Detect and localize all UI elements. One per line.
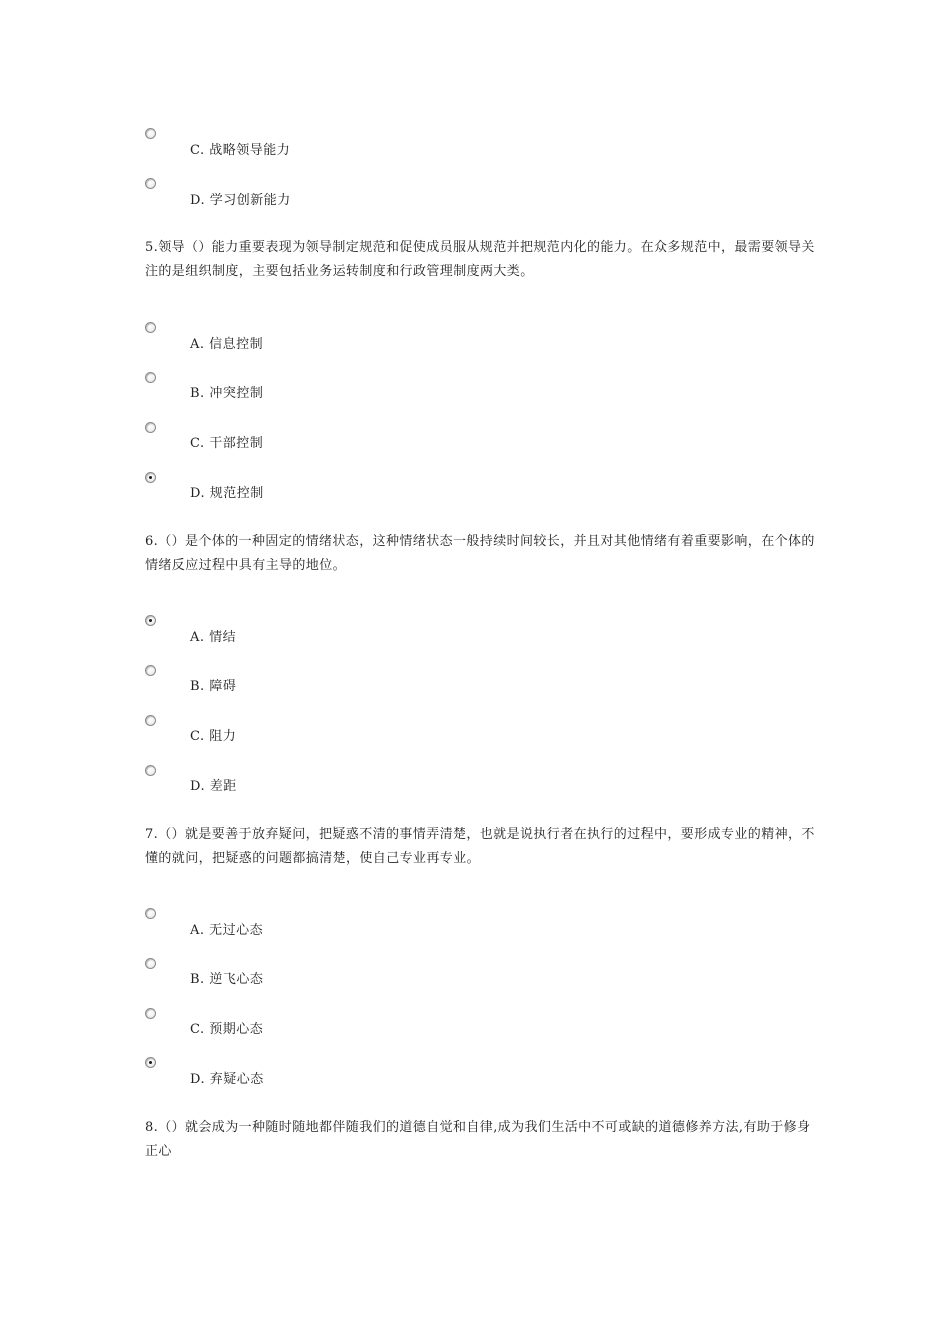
q5-option-b-label: B. 冲突控制 [190,386,264,401]
q5-option-d-label: D. 规范控制 [190,486,264,501]
q4-option-c-label: C. 战略领导能力 [190,143,291,158]
q6-option-d-radio[interactable] [145,765,156,776]
q7-option-b-radio[interactable] [145,958,156,969]
q7-option-b-label: B. 逆飞心态 [190,972,264,987]
q5-option-b-radio[interactable] [145,372,156,383]
question-5-text: 5.领导（）能力重要表现为领导制定规范和促使成员服从规范并把规范内化的能力。在众多规范中，最需要领导关注的是组织制度，主要包括业务运转制度和行政管理制度两大类。 [145,240,815,279]
question-8-text: 8.（）就会成为一种随时随地都伴随我们的道德自觉和自律,成为我们生活中不可或缺的道德修养方法,有助于修身正心 [145,1120,811,1159]
q4-option-d-label: D. 学习创新能力 [190,193,291,208]
q7-option-d-radio[interactable] [145,1057,156,1068]
question-7-text: 7.（）就是要善于放弃疑问，把疑惑不清的事情弄清楚，也就是说执行者在执行的过程中，要形成专业的精神，不懂的就问，把疑惑的问题都搞清楚，使自己专业再专业。 [145,827,815,866]
q4-option-c-radio[interactable] [145,128,156,139]
q5-option-c-radio[interactable] [145,422,156,433]
q7-option-a-label: A. 无过心态 [190,923,264,938]
q4-option-d-radio[interactable] [145,178,156,189]
q6-option-d-label: D. 差距 [190,779,237,794]
q6-option-b-radio[interactable] [145,665,156,676]
q6-option-a-label: A. 情结 [190,630,237,645]
q7-option-d-label: D. 弃疑心态 [190,1072,264,1087]
q7-option-c-label: C. 预期心态 [190,1022,264,1037]
q5-option-d-radio[interactable] [145,472,156,483]
q6-option-c-label: C. 阻力 [190,729,237,744]
q5-option-a-label: A. 信息控制 [190,337,264,352]
q7-option-a-radio[interactable] [145,908,156,919]
q7-option-c-radio[interactable] [145,1008,156,1019]
q6-option-b-label: B. 障碍 [190,679,237,694]
q6-option-a-radio[interactable] [145,615,156,626]
q5-option-c-label: C. 干部控制 [190,436,264,451]
q5-option-a-radio[interactable] [145,322,156,333]
q6-option-c-radio[interactable] [145,715,156,726]
question-6-text: 6.（）是个体的一种固定的情绪状态，这种情绪状态一般持续时间较长，并且对其他情绪有着重要影响，在个体的情绪反应过程中具有主导的地位。 [145,534,815,573]
